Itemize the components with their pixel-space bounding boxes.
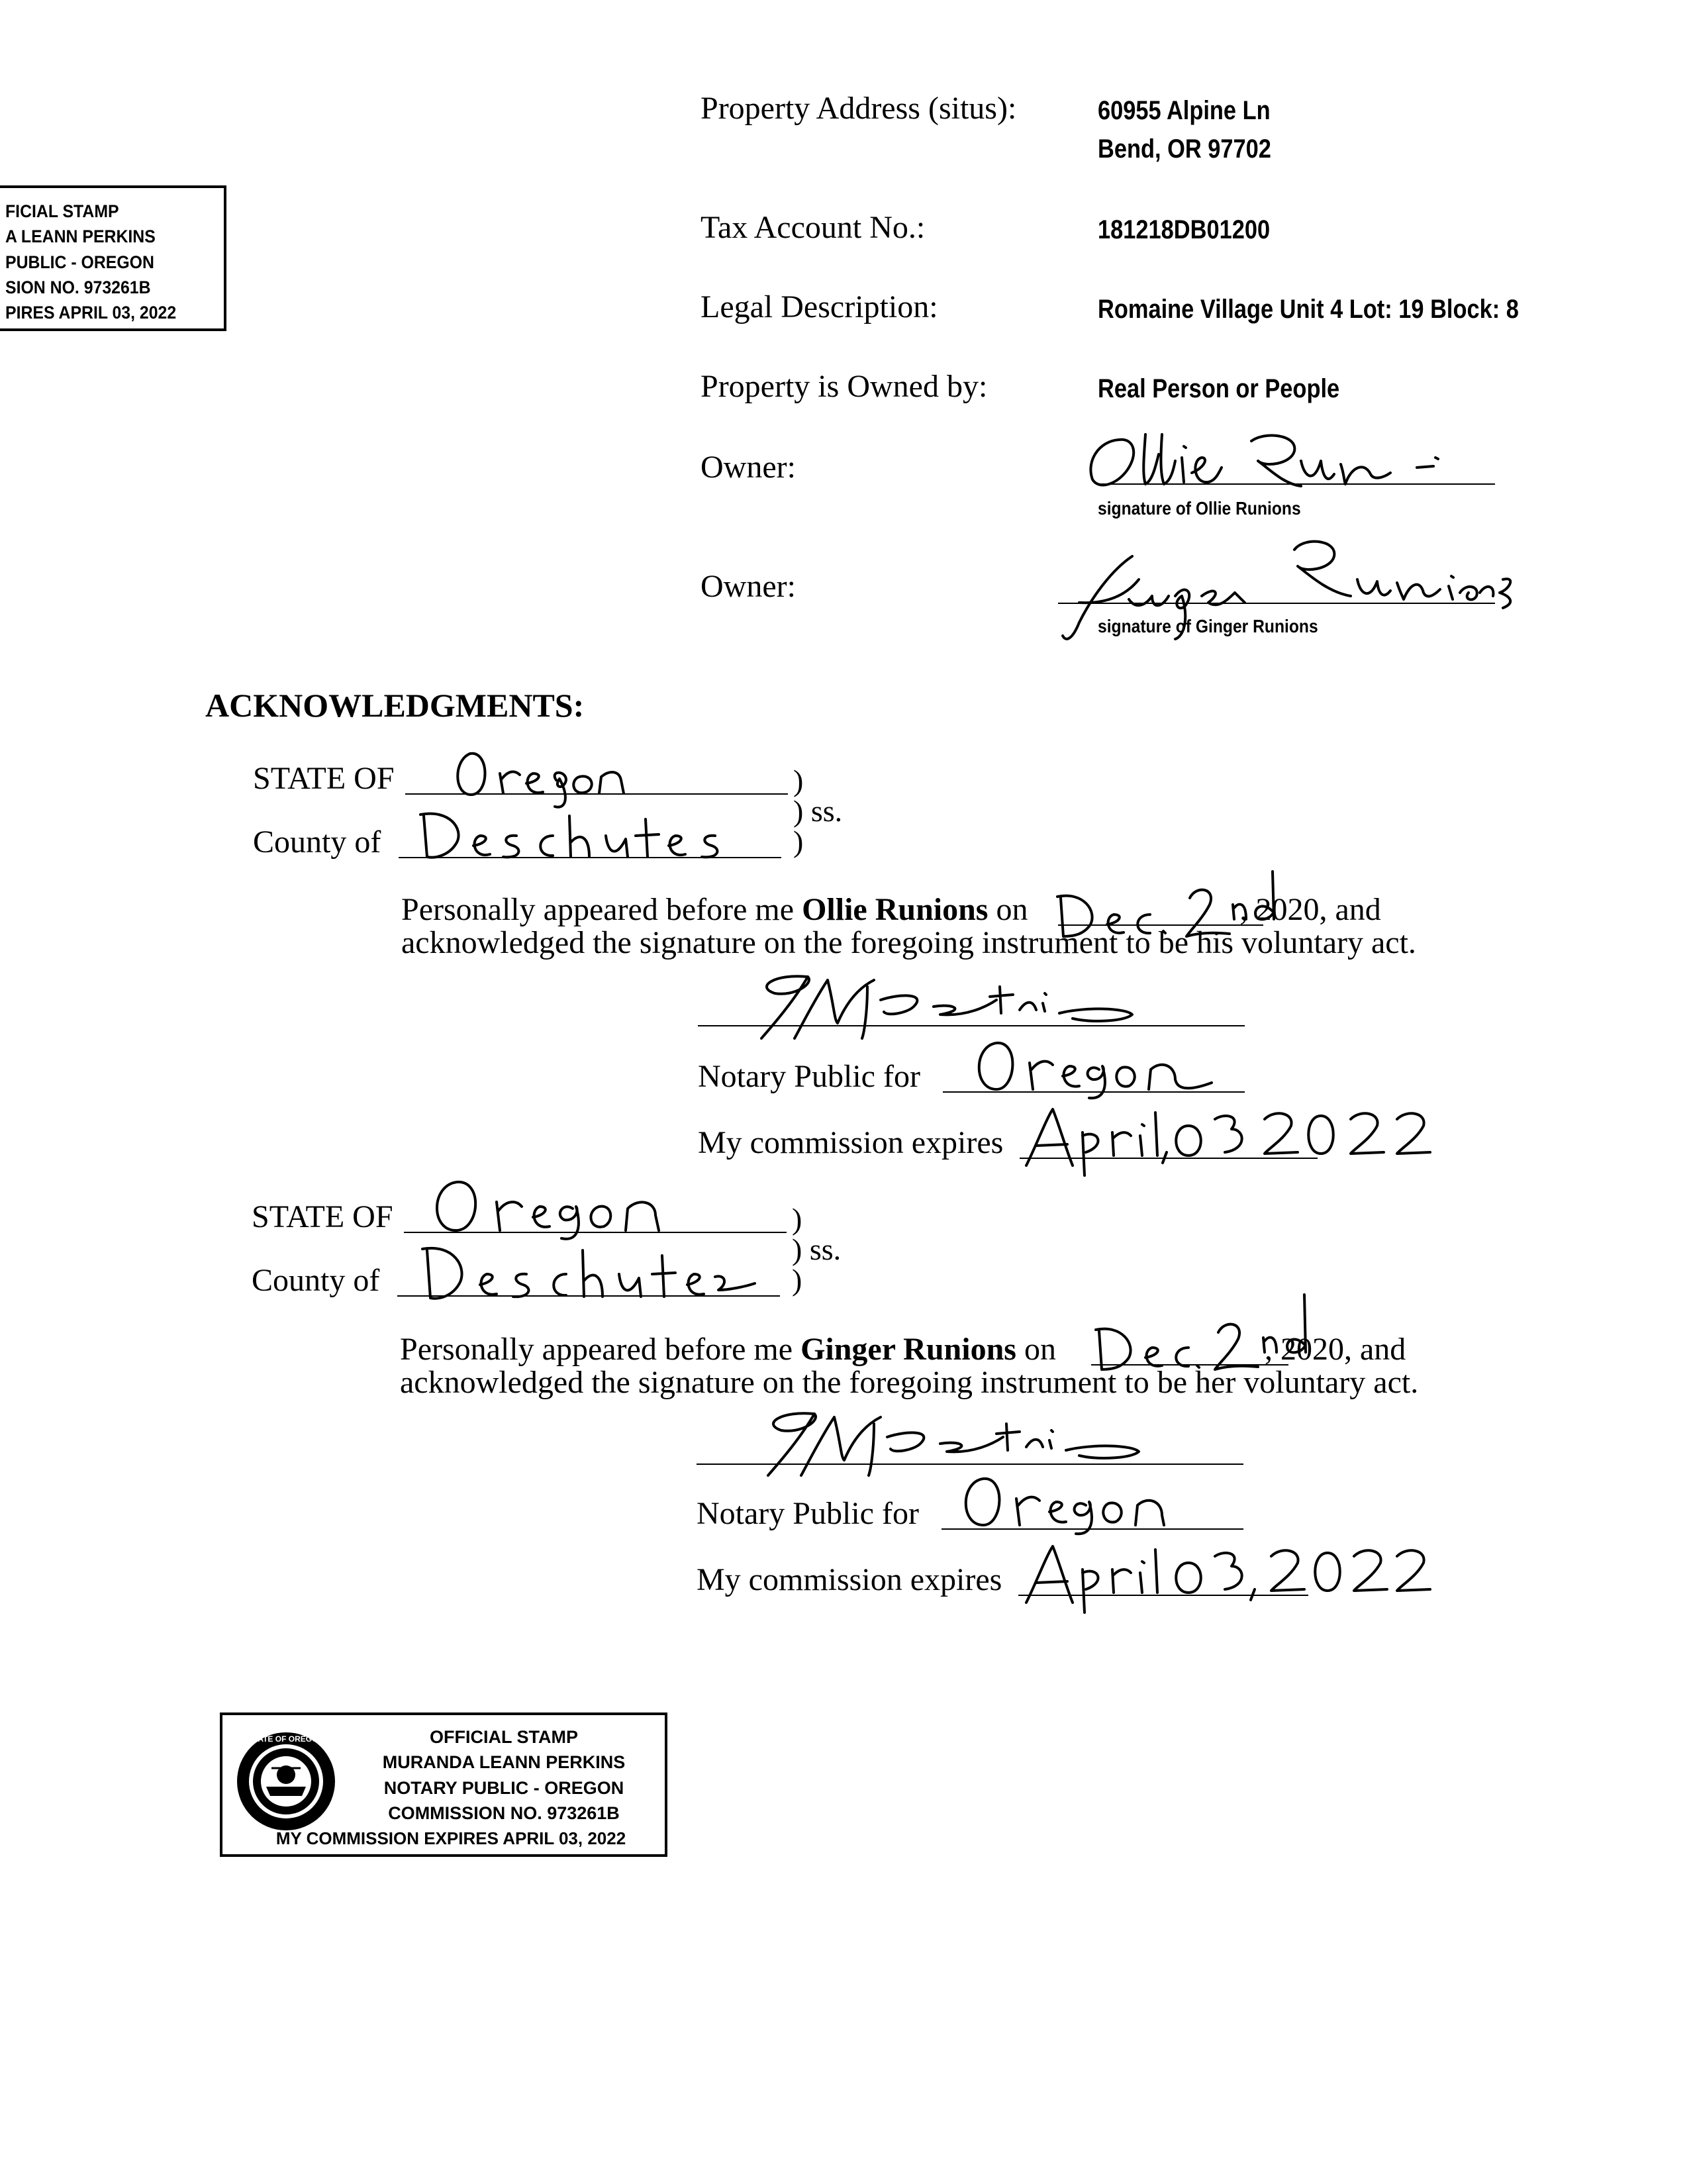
stamp-top-line: PUBLIC - OREGON xyxy=(5,252,154,272)
handwritten-state xyxy=(424,1172,702,1238)
appeared-text: Personally appeared before me xyxy=(401,892,802,927)
notary-signature-line xyxy=(698,1025,1245,1026)
tax-account-label: Tax Account No.: xyxy=(701,210,926,245)
owner-label: Owner: xyxy=(701,569,796,604)
paren-ss: ) ss. xyxy=(793,794,843,828)
paren: ) xyxy=(792,1263,802,1297)
year-text: , 2020, and xyxy=(1264,1332,1406,1367)
handwritten-expires xyxy=(1013,1536,1437,1616)
handwritten-county xyxy=(411,803,755,862)
property-address-label: Property Address (situs): xyxy=(701,91,1017,126)
paren-ss: ) ss. xyxy=(792,1232,842,1266)
county-of-label: County of xyxy=(253,824,381,860)
state-of-label: STATE OF xyxy=(252,1199,393,1234)
commission-expires-label: My commission expires xyxy=(697,1562,1002,1597)
paren: ) xyxy=(793,764,804,797)
paren: ) xyxy=(792,1202,802,1236)
state-line xyxy=(405,793,788,795)
acknowledged-line: acknowledged the signature on the foregoing instrument to be her voluntary act. xyxy=(400,1365,1419,1400)
acknowledged-line: acknowledged the signature on the foregoing instrument to be his voluntary act. xyxy=(401,925,1416,960)
handwritten-county xyxy=(411,1237,781,1303)
official-stamp-bottom xyxy=(220,1712,667,1857)
notary-public-label: Notary Public for xyxy=(698,1059,920,1094)
legal-description-value: Romaine Village Unit 4 Lot: 19 Block: 8 xyxy=(1098,295,1519,324)
state-of-label: STATE OF xyxy=(253,761,395,796)
handwritten-notary-state xyxy=(953,1469,1232,1535)
property-address-line2: Bend, OR 97702 xyxy=(1098,134,1271,164)
signature-caption: signature of Ollie Runions xyxy=(1098,498,1301,519)
state-seal-icon xyxy=(233,1728,339,1834)
stamp-top-line: PIRES APRIL 03, 2022 xyxy=(5,303,177,323)
notary-state-line xyxy=(942,1528,1243,1530)
stamp-expiry-line: MY COMMISSION EXPIRES APRIL 03, 2022 xyxy=(275,1828,626,1848)
stamp-line: NOTARY PUBLIC - OREGON xyxy=(383,1777,624,1798)
owned-by-value: Real Person or People xyxy=(1098,374,1340,403)
handwritten-expires xyxy=(1013,1099,1450,1179)
tax-account-value: 181218DB01200 xyxy=(1098,215,1271,244)
on-text: on xyxy=(1016,1332,1056,1367)
expires-line xyxy=(1020,1158,1318,1159)
notary-state-line xyxy=(943,1091,1245,1093)
acknowledgments-heading: ACKNOWLEDGMENTS: xyxy=(205,687,585,724)
stamp-top-line: A LEANN PERKINS xyxy=(5,226,156,247)
handwritten-date xyxy=(1092,1285,1318,1377)
stamp-line: OFFICIAL STAMP xyxy=(430,1727,578,1747)
owner-label: Owner: xyxy=(701,450,796,485)
stamp-top-line: SION NO. 973261B xyxy=(5,277,151,297)
legal-description-label: Legal Description: xyxy=(701,289,938,324)
year-text: , 2020, and xyxy=(1239,892,1381,927)
state-line xyxy=(404,1232,787,1233)
on-text: on xyxy=(988,892,1028,927)
stamp-line: MURANDA LEANN PERKINS xyxy=(382,1752,626,1773)
appearing-person-name: Ollie Runions xyxy=(802,892,989,927)
notary-signature-line xyxy=(697,1464,1243,1465)
appeared-text: Personally appeared before me xyxy=(400,1332,801,1367)
seal-text: STATE OF OREGON xyxy=(248,1734,324,1744)
appearing-person-name: Ginger Runions xyxy=(800,1332,1016,1367)
stamp-top-line: FICIAL STAMP xyxy=(5,201,119,221)
county-of-label: County of xyxy=(252,1263,380,1298)
county-line xyxy=(397,1295,780,1297)
commission-expires-label: My commission expires xyxy=(698,1125,1004,1160)
official-stamp-top xyxy=(0,185,226,331)
handwritten-state xyxy=(450,740,675,800)
paren: ) xyxy=(793,824,804,858)
property-address-line1: 60955 Alpine Ln xyxy=(1098,96,1271,125)
handwritten-notary-state xyxy=(967,1033,1245,1099)
notary-public-label: Notary Public for xyxy=(697,1496,919,1531)
county-line xyxy=(399,857,781,858)
owned-by-label: Property is Owned by: xyxy=(701,369,988,404)
expires-line xyxy=(1018,1595,1308,1596)
stamp-line: COMMISSION NO. 973261B xyxy=(388,1803,620,1823)
signature-line xyxy=(1058,603,1495,604)
signature-caption: signature of Ginger Runions xyxy=(1098,616,1318,636)
signature-line xyxy=(1098,483,1495,485)
